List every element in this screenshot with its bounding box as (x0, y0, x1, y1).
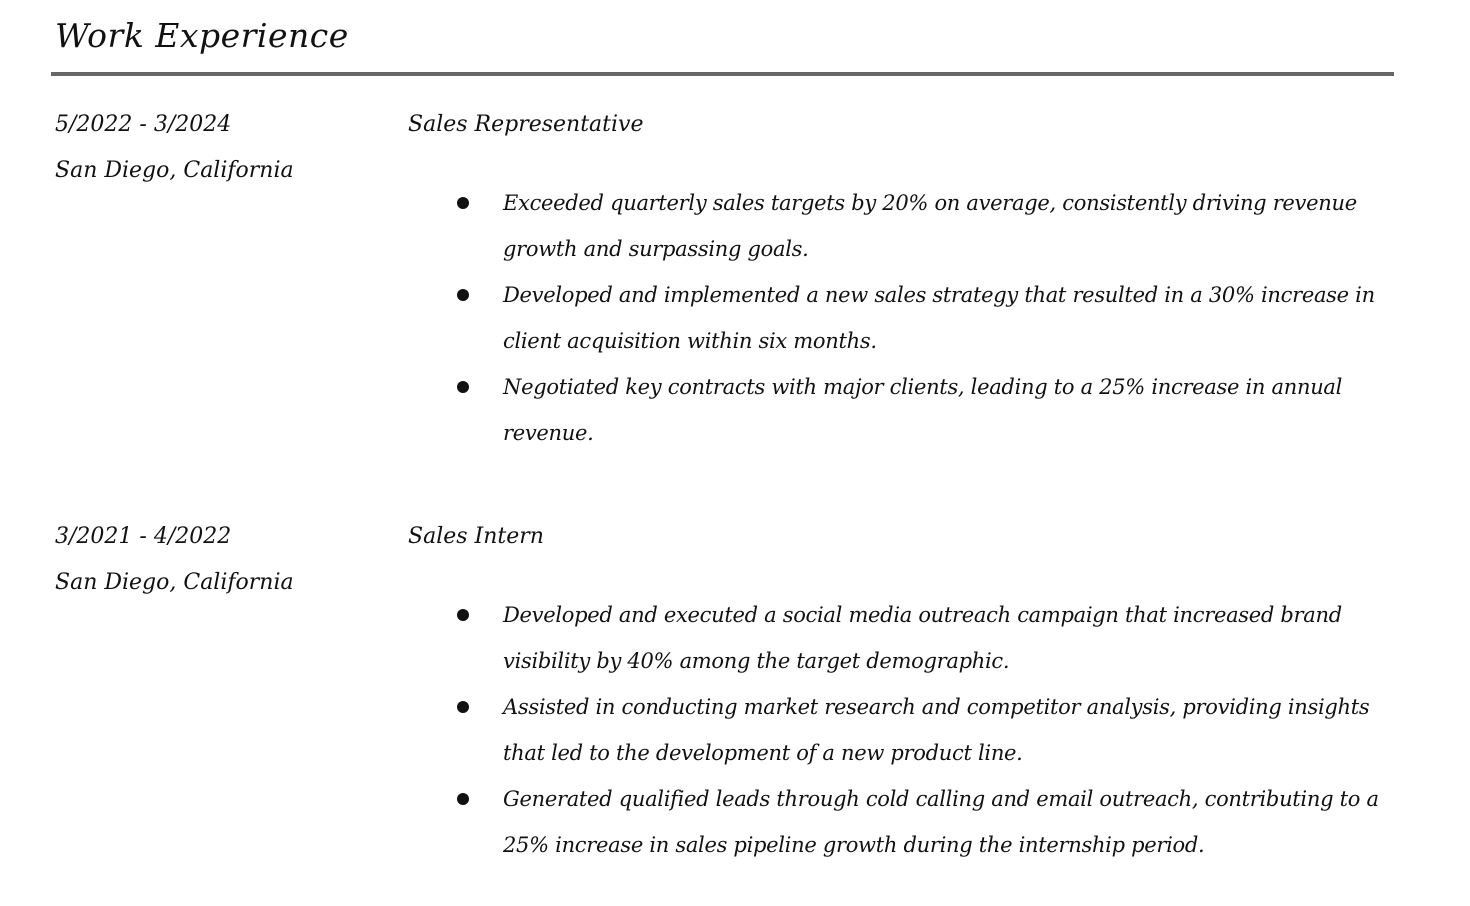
job-dates: 5/2022 - 3/2024 (55, 112, 232, 137)
job-role: Sales Intern (408, 524, 544, 549)
job-bullets (503, 180, 1398, 456)
job-location: San Diego, California (55, 570, 294, 595)
list-item: Assisted in conducting market research and competitor analysis, providing insights that led to the development of a new product line. (503, 684, 1398, 776)
list-item: Negotiated key contracts with major clients, leading to a 25% increase in annual revenue. (503, 364, 1398, 456)
list-item: Developed and executed a social media outreach campaign that increased brand visibility by 40% among the target demographic. (503, 592, 1398, 684)
list-item: Generated qualified leads through cold calling and email outreach, contributing to a 25% increase in sales pipeline growth during the internship period. (503, 776, 1398, 868)
job-location: San Diego, California (55, 158, 294, 183)
section-title: Work Experience (55, 16, 349, 55)
job-role: Sales Representative (408, 112, 644, 137)
list-item: Developed and implemented a new sales strategy that resulted in a 30% increase in client acquisition within six months. (503, 272, 1398, 364)
job-dates: 3/2021 - 4/2022 (55, 524, 232, 549)
job-bullets (503, 592, 1398, 868)
list-item: Exceeded quarterly sales targets by 20% on average, consistently driving revenue growth and surpassing goals. (503, 180, 1398, 272)
section-divider (51, 72, 1394, 76)
